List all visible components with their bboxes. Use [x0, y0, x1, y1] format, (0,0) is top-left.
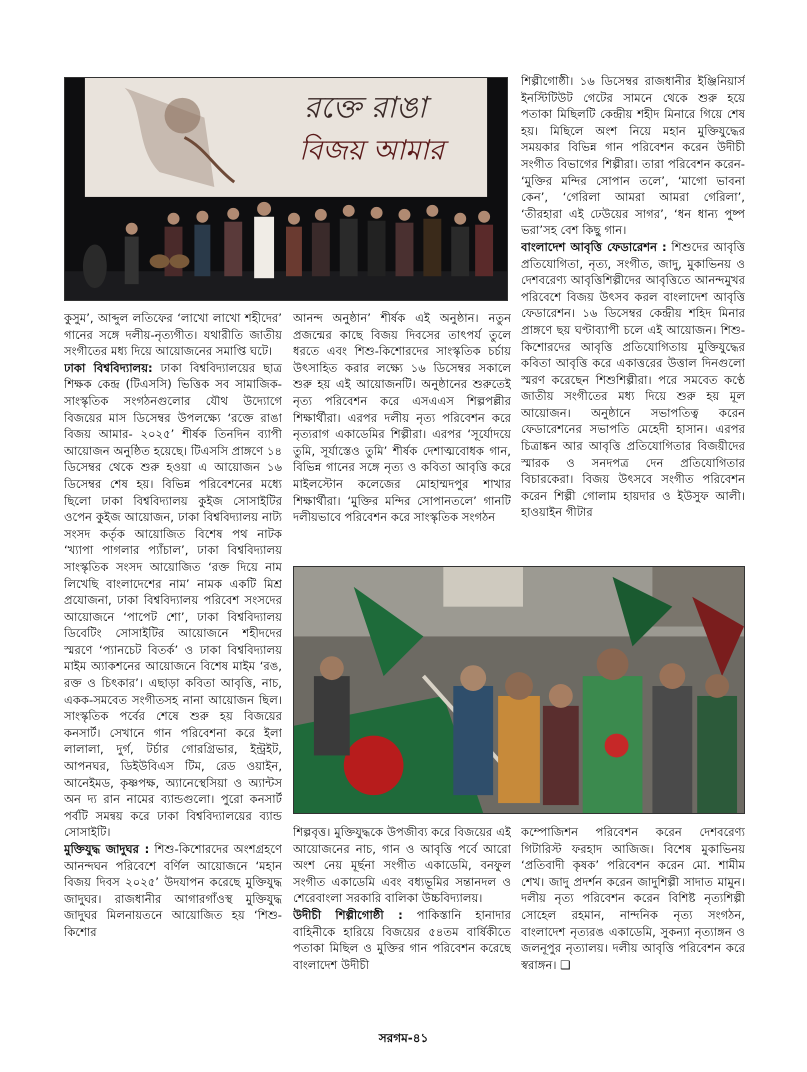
- col2-bottom-paragraph-1: শিল্পবৃত্ত। মুক্তিযুদ্ধকে উপজীব্য করে বিজয়ের এই আয়োজনের নাচ, গান ও আবৃত্তি পর্বে আরো অংশ নেয় মূর্ছনা সংগীত একাডেমি, বনফুল সংগীত একাডেমি এবং বধ্যভূমির সন্তানদল ও শেরেবাংলা সরকারি বালিকা উচ্চবিদ্যালয়।: [293, 825, 511, 906]
- col1-paragraph-1: কুসুম’, আব্দুল লতিফের ‘লাখো লাখো শহীদের’ গানের সঙ্গে দলীয়-নৃত্যগীত। যথারীতি জাতীয় সংগীতের মধ্য দিয়ে আয়োজনের সমাপ্তি ঘটে।: [64, 311, 282, 359]
- stage-performance-photo: [64, 77, 508, 301]
- column-3-bottom: [521, 824, 745, 1034]
- recitation-federation-text: শিশুদের আবৃত্তি প্রতিযোগিতা, নৃত্য, সংগীত, জাদু, মুকাভিনয় ও দেশবরেণ্য আবৃত্তিশিল্পীদের আবৃত্তিতে আনন্দমুখর পরিবেশে বিজয় উৎসব করল বাংলাদেশ আবৃত্তি ফেডারেশন। ১৬ ডিসেম্বর কেন্দ্রীয় শহিদ মিনার প্রাঙ্গণে ছয় ঘণ্টাব্যাপী চলে এই আয়োজন। শিশু-কিশোরদের আবৃত্তি প্রতিযোগিতায় মুক্তিযুদ্ধের কবিতা আবৃত্তি করে একাত্তরের উত্তাল দিনগুলো স্মরণ করেছেন শিশুশিল্পীরা। পরে সমবেত কণ্ঠে জাতীয় সংগীতের মধ্য দিয়ে শুরু হয় মূল আয়োজন। অনুষ্ঠানে সভাপতিত্ব করেন ফেডারেশনের সভাপতি মেহেদী হাসান। এরপর চিত্রাঙ্কন আর আবৃত্তি প্রতিযোগিতার বিজয়ীদের স্মারক ও সনদপত্র দেন প্রতিযোগিতার বিচারকেরা। বিজয় উৎসবে সংগীত পরিবেশন করেন শিল্পী গোলাম হায়দার ও ইউসুফ আলী। হাওয়াইন গীটার: [521, 239, 745, 520]
- banner-text-line1: রক্তে রাঙা: [303, 90, 427, 126]
- udichi-heading: উদীচী শিল্পীগোষ্ঠী :: [293, 907, 403, 922]
- col3-bottom-paragraph: কম্পোজিশন পরিবেশন করেন দেশবরেণ্য গিটারিস্ট ফরহাদ আজিজ। বিশেষ মুকাভিনয় ‘প্রতিবাদী কৃষক’ পরিবেশন করেন মো. শামীম শেখ। জাদু প্রদর্শন করেন জাদুশিল্পী সাদাত মামুন। দলীয় নৃত্য পরিবেশন করেন বিশিষ্ট নৃত্যশিল্পী সোহেল রহমান, নান্দনিক নৃত্য সংগঠন, বাংলাদেশ নৃত্যরঙ একাডেমি, সুকন্যা নৃত্যাঙ্গন ও জলনূপুর নৃত্যালয়। দলীয় আবৃত্তি পরিবেশন করে স্বরাঙ্গন। ❑: [521, 825, 745, 972]
- column-3-top: [521, 73, 745, 560]
- column-2-bottom: [293, 824, 511, 1034]
- rally-photo-illustration: [294, 567, 744, 813]
- liberation-war-museum-heading: মুক্তিযুদ্ধ জাদুঘর :: [64, 842, 150, 856]
- col3-top-paragraph-1: শিল্পীগোষ্ঠী। ১৬ ডিসেম্বর রাজধানীর ইঞ্জিনিয়ার্স ইনস্টিটিউট গেটের সামনে থেকে শুরু হয়ে পতাকা মিছিলটি কেন্দ্রীয় শহীদ মিনারে গিয়ে শেষ হয়। মিছিলে অংশ নিয়ে মহান মুক্তিযুদ্ধের সময়কার বিভিন্ন গান পরিবেশন করেন উদীচী সংগীত বিভাগের শিল্পীরা। তারা পরিবেশন করেন- ‘মুক্তির মন্দির সোপান তলে’, ‘মাগো ভাবনা কেন’, ‘গেরিলা আমরা আমরা গেরিলা’, ‘তীরহারা এই ঢেউয়ের সাগর’, ‘ধন ধান্য পুষ্প ভরা’সহ বেশ কিছু গান।: [521, 74, 745, 238]
- banner-text-line2: বিজয় আমার: [298, 133, 444, 167]
- col2-bottom-paragraph-2: [293, 907, 511, 973]
- page-number: সরগম-৪১: [378, 1031, 429, 1045]
- dhaka-university-text: ঢাকা বিশ্ববিদ্যালয়ের ছাত্র শিক্ষক কেন্দ্র (টিএসসি) ভিত্তিক সব সামাজিক-সাংস্কৃতিক সংগঠনগুলোর যৌথ উদ্যোগে বিজয়ের মাস ডিসেম্বর উপলক্ষ্যে ‘রক্তে রাঙা বিজয় আমার- ২০২৫’ শীর্ষক তিনদিন ব্যাপী আয়োজন অনুষ্ঠিত হয়েছে। টিএসসি প্রাঙ্গণে ১৪ ডিসেম্বর থেকে শুরু হওয়া এ আয়োজন ১৬ ডিসেম্বর শেষ হয়। বিভিন্ন পরিবেশনের মধ্যে ছিলো ঢাকা বিশ্ববিদ্যালয় কুইজ সোসাইটির ওপেন কুইজ আয়োজন, ঢাকা বিশ্ববিদ্যালয় নাট্য সংসদ কর্তৃক আয়োজিত বিশেষ পথ নাটক ‘খ্যাপা পাগলার প্যাঁচাল’, ঢাকা বিশ্ববিদ্যালয় সাংস্কৃতিক সংসদ আয়োজিত ‘রক্ত দিয়ে নাম লিখেছি বাংলাদেশের নাম’ নামক একটি মিশ্র প্রযোজনা, ঢাকা বিশ্ববিদ্যালয় পরিবেশ সংসদের আয়োজনে ‘পাপেট শো’, ঢাকা বিশ্ববিদ্যালয় ডিবেটিং সোসাইটির আয়োজনে শহীদদের স্মরণে ‘প্যানচেট বিতর্ক’ ও ঢাকা বিশ্ববিদ্যালয় মাইম অ্যাকশনের আয়োজনে বিশেষ মাইম ‘রঙ, রক্ত ও চিৎকার’। এছাড়া কবিতা আবৃত্তি, নাচ, একক-সমবেত সংগীতসহ নানা আয়োজন ছিল। সাংস্কৃতিক পর্বের শেষে শুরু হয় বিজয়ের কনসার্ট। সেখানে গান পরিবেশনা করে ইলা লালালা, দুর্গ, টর্চার গোরগ্রিভার, ইন্ট্রইট, আপনঘর, ডিইউবিএস টিম, রেড ওয়াইন, আনেইমড, কৃষ্ণপক্ষ, অ্যানেস্থেসিয়া ও অ্যান্টস অন দ্য রান নামের ব্যান্ডগুলো। পুরো কনসার্ট পর্বটি সমন্বয় করে ঢাকা বিশ্ববিদ্যালয়ের ব্যান্ড সোসাইটি।: [64, 360, 282, 840]
- column-1: [64, 310, 282, 1034]
- liberation-war-museum-text: শিশু-কিশোরদের অংশগ্রহণে আনন্দঘন পরিবেশে বর্ণিল আয়োজনে ‘মহান বিজয় দিবস ২০২৫’ উদযাপন করেছে মুক্তিযুদ্ধ জাদুঘর। রাজধানীর আগারগাঁওস্থ মুক্তিযুদ্ধ জাদুঘর মিলনায়তনে আয়োজিত হয় ‘শিশু-কিশোর: [64, 842, 282, 939]
- flag-rally-photo: [293, 566, 745, 814]
- dhaka-university-heading: ঢাকা বিশ্ববিদ্যালয়:: [64, 360, 153, 375]
- stage-photo-illustration: [65, 78, 507, 300]
- col2-top-paragraph: আনন্দ অনুষ্ঠান’ শীর্ষক এই অনুষ্ঠান। নতুন প্রজন্মের কাছে বিজয় দিবসের তাৎপর্য তুলে ধরতে এবং শিশু-কিশোরদের সাংস্কৃতিক চর্চায় উৎসাহিত করার লক্ষ্যে ১৬ ডিসেম্বর সকালে শুরু হয় এই আয়োজনটি। অনুষ্ঠানের শুরুতেই নৃত্য পরিবেশন করে এসএএস শিল্পপল্লীর শিক্ষার্থীরা। এরপর দলীয় নৃত্য পরিবেশন করে নৃত্যরাগ একাডেমির শিল্পীরা। এরপর ‘সূর্যোদয়ে তুমি, সূর্যাস্তেও তুমি’ শীর্ষক দেশাত্মবোধক গান, বিভিন্ন গানের সঙ্গে নৃত্য ও কবিতা আবৃত্তি করে মাইলস্টোন কলেজের মোহাম্মদপুর শাখার শিক্ষার্থীরা। ‘মুক্তির মন্দির সোপানতলে’ গানটি দলীয়ভাবে পরিবেশন করে সাংস্কৃতিক সংগঠন: [293, 311, 511, 525]
- col1-paragraph-3: [64, 841, 282, 941]
- column-2-top: [293, 310, 511, 560]
- col3-top-paragraph-2: [521, 239, 745, 521]
- recitation-federation-heading: বাংলাদেশ আবৃত্তি ফেডারেশন :: [521, 239, 667, 254]
- udichi-text: পাকিস্তানি হানাদার বাহিনীকে হারিয়ে বিজয়ের ৫৪তম বার্ষিকীতে পতাকা মিছিল ও মুক্তির গান পরিবেশন করেছে বাংলাদেশ উদীচী: [293, 907, 511, 972]
- col1-paragraph-2: [64, 360, 282, 841]
